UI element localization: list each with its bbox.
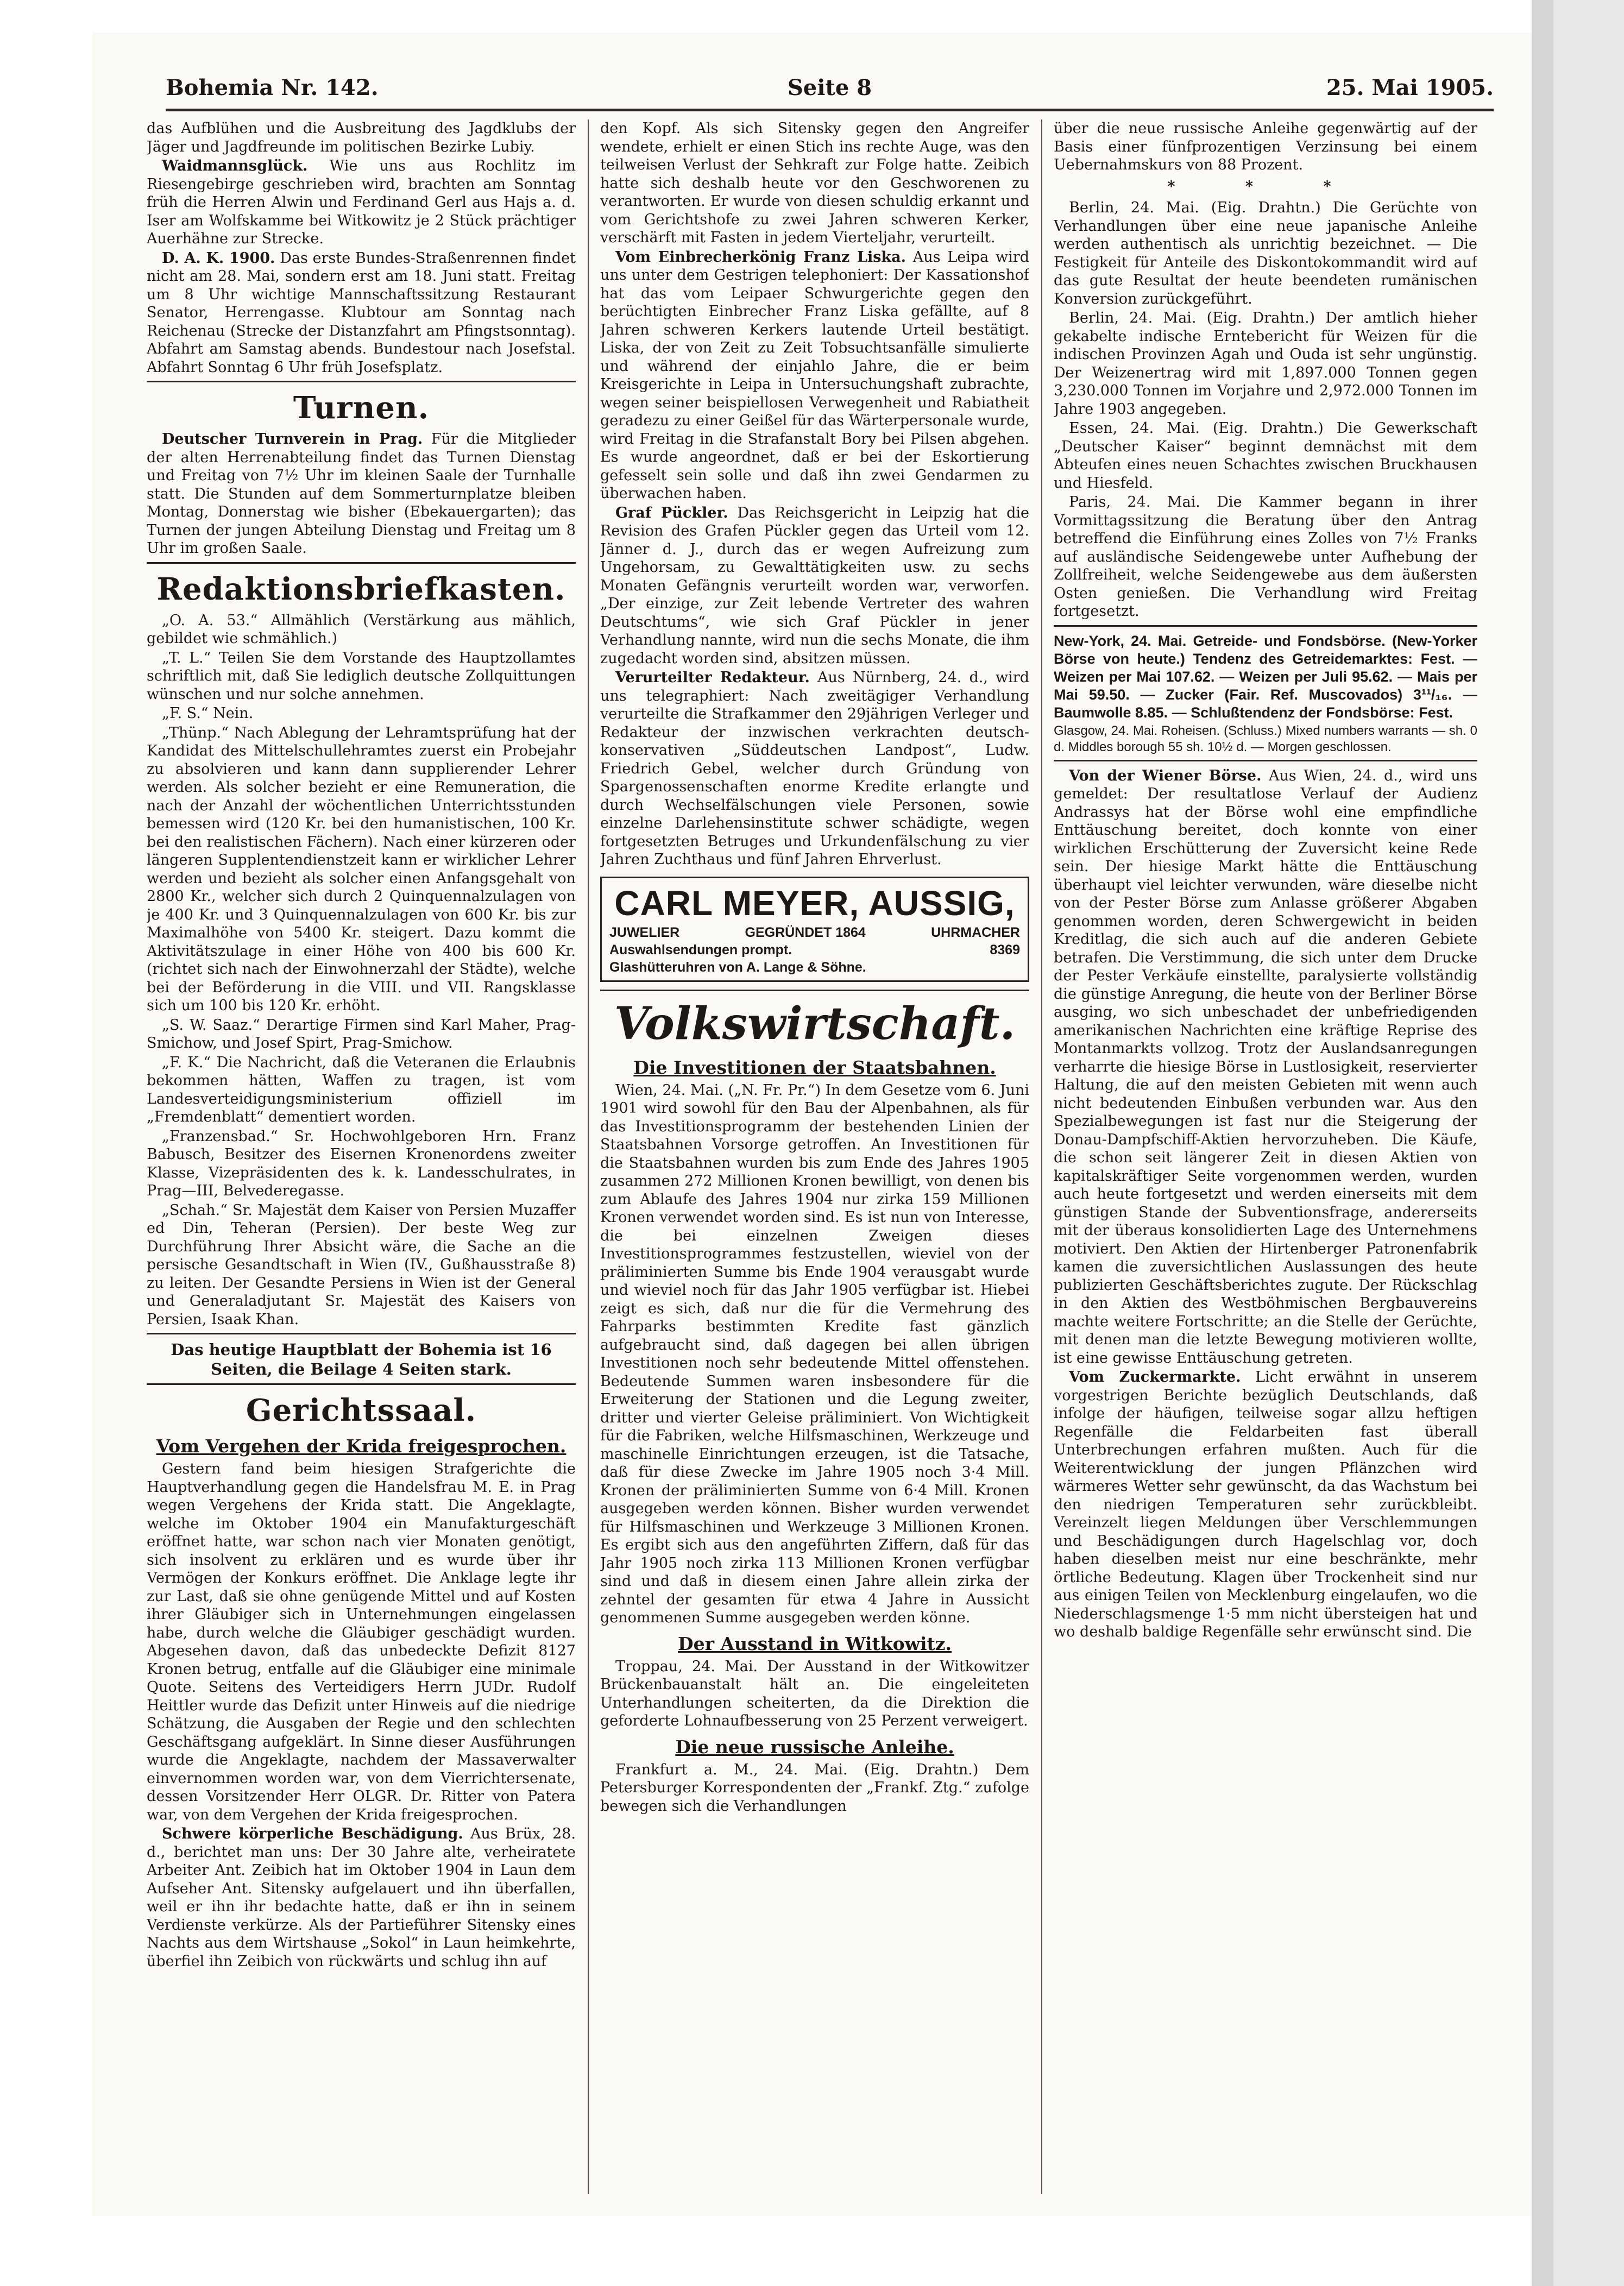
article-lead: Schwere körperliche Beschädigung.: [162, 1825, 463, 1842]
page-edge-shadow: [1532, 0, 1624, 2286]
article-paragraph: Gestern fand beim hiesigen Strafgerichte die Hauptverhandlung gegen die Handelsfrau M. E. in Prag wegen Vergehens der Krida statt. Die Angeklagte, welche im Oktober 1904 ein Manufakturgeschäft eröffnet hatte, war schon nach vier Monaten genötigt, sich insolvent zu erklären und es wurde über ihr Vermögen der Konkurs eröffnet. Die Anklage legte ihr zur Last, daß sie ohne genügende Mittel und auf Kosten ihrer Gläubiger sich in Unternehmungen eingelassen habe, durch welche die Gläubiger geschädigt wurden. Abgesehen davon, daß das unbedeckte Defizit 8127 Kronen betrug, entfalle auf die Gläubiger eine minimale Quote. Seitens des Verteidigers Herrn JUDr. Rudolf Heittler wurde das Defizit unter Hinweis auf die niedrige Schätzung, die Ausgaben der Regie und den schlechten Geschäftsgang aufgeklärt. In Sinne dieser Ausführungen wurde die Angeklagte, nachdem der Massaverwalter einvernommen worden war, von dem Vierrichtersenate, dessen Vorsitzender Herr OLGR. Dr. Ritter von Patera war, von dem Vergehen der Krida freigesprochen.: [147, 1460, 576, 1823]
column-1: [147, 119, 576, 2194]
ad-number: 8369: [990, 942, 1020, 958]
ad-company-name: CARL MEYER, AUSSIG,: [614, 883, 1015, 923]
article-paragraph: Wien, 24. Mai. („N. Fr. Pr.“) In dem Gesetze vom 6. Juni 1901 wird sowohl für den Bau der Alpenbahnen, als für das Investitionsprogramm der bestehenden Linien der Staatsbahnen Vorsorge getroffen. An Investitionen für die Staatsbahnen wurden bis zum Ende des Jahres 1905 zusammen 272 Millionen Kronen bewilligt, von denen bis zum Ablaufe des Jahres 1904 nur zirka 159 Millionen Kronen verwendet worden sind. Es ist nun von Interesse, die bei einzelnen Zweigen dieses Investitionsprogrammes festzustellen, wieviel von der präliminierten Summe bis Ende 1904 verausgabt wurde und wieviel noch für das Jahr 1905 verfügbar ist. Hiebei zeigt es sich, daß nur die für die Vermehrung des Fahrparks bestimmten Kredite fast gänzlich aufgebraucht sind, daß dagegen bei allen übrigen Investitionen noch sehr bedeutende Mittel offenstehen. Bedeutende Summen waren insbesondere für die Erweiterung der Stationen und die Legung zweiter, dritter und vierter Geleise präliminiert. Von Wichtigkeit für die Fabriken, welche Hilfsmaschinen, Werkzeuge und maschinelle Einrichtungen erzeugen, ist die Tatsache, daß für diese Zwecke im Jahre 1905 noch 3·4 Mill. Kronen der präliminierten Summe von 6·4 Mill. Kronen ausgegeben werden können. Bisher wurden verwendet für Hilfsmaschinen und Werkzeuge 3 Millionen Kronen. Es ergibt sich aus den angeführten Ziffern, daß für das Jahr 1905 noch zirka 113 Millionen Kronen verfügbar sind und daß in diesem einen Jahre allein zirka der zehntel der gesamten für etwa 4 Jahre in Aussicht genommenen Summe ausgegeben werden könne.: [600, 1081, 1029, 1626]
article-heading: Die Investitionen der Staatsbahnen.: [633, 1056, 996, 1078]
article-text: Aus Leipa wird uns unter dem Gestrigen telephoniert: Der Kassationshof hat das vom Leipaer Schwurgerichte gegen den berüchtigten Einbrecher Franz Liska gefällte, auf 8 Jahren schweren Kerkers lautende Urteil bestätigt. Liska, der von Zeit zu Zeit Tobsuchtsanfälle simulierte und während der einjahlo Jahre, die er beim Kreisgerichte in Leipa in Untersuchungshaft zubrachte, wegen seiner beispiellosen Verwegenheit und Rabiatheit geradezu zu einer Geißel für das Wärterpersonale wurde, wird Freitag in die Strafanstalt Bory bei Pilsen abgehen. Es wurde angeordnet, daß er bei der Eskortierung gefesselt sein solle und daß ihn zwei Gendarmen zu überwachen haben.: [600, 248, 1029, 502]
article-heading: Der Ausstand in Witkowitz.: [678, 1633, 952, 1654]
article-paragraph: [1054, 767, 1477, 1368]
section-rule: [147, 1383, 576, 1385]
article-lead: Waidmannsglück.: [162, 158, 308, 174]
section-heading-volkswirtschaft: Volkswirtschaft.: [614, 997, 1016, 1050]
article-lead: Verurteilter Redakteur.: [615, 669, 810, 686]
newspaper-page: [92, 33, 1532, 2216]
letterbox-item: „Schah.“ Sr. Majestät dem Kaiser von Persien Muzaffer ed Din, Teheran (Persien). Der beste Weg zur Durchführung Ihrer Absicht wäre, die Sache an die persische Gesandtschaft in Wien (IV., Gußhausstraße 8) zu leiten. Der Gesandte Persiens in Wien ist der General und Generaladjutant Sr. Majestät des Kaisers von Persien, Isaak Khan.: [147, 1201, 576, 1328]
column-rule: [1041, 119, 1042, 2194]
section-heading-redaktion: Redaktionsbriefkasten.: [156, 571, 566, 607]
letterbox-item: „F. K.“ Die Nachricht, daß die Veteranen die Erlaubnis bekommen hätten, Waffen zu tragen, ist vom Landesverteidigungsministerium offiziell im „Fremdenblatt“ dementiert worden.: [147, 1054, 576, 1125]
ad-right-label: UHRMACHER: [931, 924, 1020, 940]
section-rule: [147, 381, 576, 382]
ad-line-row: [609, 941, 1020, 959]
masthead-issue: Bohemia Nr. 142.: [166, 75, 379, 100]
article-paragraph: Berlin, 24. Mai. (Eig. Drahtn.) Die Gerüchte von Verhandlungen über eine neue japanische Anleihe werden authentisch als unrichtig bezeichnet. — Die Festigkeit für Anteile des Diskontokommandit wird auf das gute Resultat der heute beendeten rumänischen Konversion zurückgeführt.: [1054, 199, 1477, 307]
section-rule: [600, 990, 1029, 991]
article-lead: Von der Wiener Börse.: [1069, 767, 1262, 784]
masthead-page: Seite 8: [787, 75, 872, 100]
article-paragraph: Frankfurt a. M., 24. Mai. (Eig. Drahtn.) Dem Petersburger Korrespondenten der „Frankf. Ztg.“ zufolge bewegen sich die Verhandlungen: [600, 1761, 1029, 1815]
page-count-notice: Das heutige Hauptblatt der Bohemia ist 16 Seiten, die Beilage 4 Seiten stark.: [171, 1340, 552, 1378]
article-paragraph: [147, 1825, 576, 1970]
article-paragraph: [1054, 1368, 1477, 1641]
article-lead: Vom Einbrecherkönig Franz Liska.: [615, 248, 906, 266]
market-report-glasgow: Glasgow, 24. Mai. Roheisen. (Schluss.) Mixed numbers warrants — sh. 0 d. Middles borough 55 sh. 10½ d. — Morgen geschlossen.: [1054, 723, 1477, 754]
section-heading-turnen: Turnen.: [293, 390, 430, 426]
article-paragraph: [147, 249, 576, 377]
letterbox-item: „Franzensbad.“ Sr. Hochwohlgeboren Hrn. Franz Babusch, Besitzer des Eisernen Kronenordens zweiter Klasse, Vizepräsidenten des k. k. Landesschulrates, in Prag—III, Belvederegasse.: [147, 1128, 576, 1199]
article-text: Aus Nürnberg, 24. d., wird uns telegraphiert: Nach zweitägiger Verhandlung verurteilte die Strafkammer den 29jährigen Verleger und Redakteur der inzwischen verkrachten deutsch-konservativen „Süddeutschen Landpost“, Ludw. Friedrich Gebel, welcher durch Gründung von Spargenossenschaften enorme Kredite erlangte und durch Wechselfälschungen viele Personen, sowie einzelne Darlehensinstitute schwer schädigte, wegen fortgesetzten Betruges und Urkundenfälschung zu vier Jahren Zuchthaus und fünf Jahren Ehrverlust.: [600, 669, 1029, 868]
article-paragraph: Essen, 24. Mai. (Eig. Drahtn.) Die Gewerkschaft „Deutscher Kaiser“ beginnt demnächst mit dem Abteufen eines neuen Schachtes zwischen Bruckhausen und Hiesfeld.: [1054, 420, 1477, 492]
article-lead: Deutscher Turnverein in Prag.: [162, 431, 423, 448]
article-text: Wie uns aus Rochlitz im Riesengebirge geschrieben wird, brachten am Sonntag früh die Herren Alwin und Ferdinand Gerl aus Hajs a. d. Iser am Wolfskamme bei Witkowitz je 2 Stück prächtiger Auerhähne zur Strecke.: [147, 158, 576, 247]
article-paragraph: den Kopf. Als sich Sitensky gegen den Angreifer wendete, erhielt er einen Stich ins rechte Auge, was den teilweisen Verlust der Sehkraft zur Folge hatte. Zeibich hatte sich deshalb heute vor den Geschworenen zu verantworten. Er wurde von diesen schuldig erkannt und vom Gerichtshofe zu zwei Jahren schweren Kerker, verschärft mit Fasten in jedem Vierteljahr, verurteilt.: [600, 120, 1029, 246]
article-text: Aus Brüx, 28. d., berichtet man uns: Der 30 Jahre alte, verheiratete Arbeiter Ant. Zeibich hat im Oktober 1904 in Laun dem Aufseher Ant. Sitensky aufgelauert und ihn überfallen, weil er ihn ihr bedachte hatte, daß er ihn in seinem Verdienste verkürze. Als der Partieführer Sitensky eines Nachts aus dem Wirtshause „Sokol“ in Laun heimkehrte, überfiel ihn Zeibich von rückwärts und schlug ihn auf: [147, 1825, 576, 1970]
article-paragraph: Berlin, 24. Mai. (Eig. Drahtn.) Der amtlich hieher gekabelte indische Erntebericht für Weizen für die indischen Provinzen Agah und Ouda ist sehr ungünstig. Der Weizenertrag wird mit 1,897.000 Tonnen gegen 3,230.000 Tonnen im Vorjahre und 2,972.000 Tonnen im Jahre 1903 angegeben.: [1054, 310, 1477, 418]
article-paragraph: Troppau, 24. Mai. Der Ausstand in der Witkowitzer Brückenbauanstalt hält an. Die eingeleiteten Unterhandlungen scheiterten, da die Direktion die geforderte Lohnaufbesserung von 25 Perzent verweigert.: [600, 1658, 1029, 1729]
section-heading-gericht: Gerichtssaal.: [246, 1393, 477, 1428]
article-paragraph: über die neue russische Anleihe gegenwärtig auf der Basis einer fünfprozentigen Verzinsung bei einem Uebernahmskurs von 88 Prozent.: [1054, 120, 1477, 173]
ad-subtitle-row: [609, 924, 1020, 941]
article-paragraph: [600, 669, 1029, 869]
article-paragraph: [147, 157, 576, 248]
article-lead: Vom Zuckermarkte.: [1069, 1369, 1241, 1386]
article-paragraph: das Aufblühen und die Ausbreitung des Jagdklubs der Jäger und Jagdfreunde im politischen Bezirke Lubiy.: [147, 120, 576, 155]
letterbox-item: „F. S.“ Nein.: [162, 705, 254, 722]
letterbox-item: „T. L.“ Teilen Sie dem Vorstande des Hauptzollamtes schriftlich mit, daß Sie lediglich deutsche Zollquittungen wünschen und nur solche annehmen.: [147, 649, 576, 703]
ad-founded: GEGRÜNDET 1864: [745, 924, 866, 940]
article-text: Das erste Bundes-Straßenrennen findet nicht am 28. Mai, sondern erst am 18. Juni statt. Freitag um 8 Uhr wichtige Mannschaftssitzung Restaurant Senator, Herrengasse. Klubtour am Sonntag nach Reichenau (Strecke der Distanzfahrt am Pfingstsonntag). Abfahrt am Samstag abends. Bundestour nach Josefstal. Abfahrt Sonntag 6 Uhr früh Josefsplatz.: [147, 249, 576, 376]
article-lead: Graf Pückler.: [615, 504, 728, 521]
masthead-date: 25. Mai 1905.: [1326, 75, 1494, 100]
column-rule: [588, 119, 589, 2194]
article-paragraph: Paris, 24. Mai. Die Kammer begann in ihrer Vormittagssitzung die Beratung über den Antrag betreffend die Einführung eines Zolles von 7½ Franks auf ausländische Seidengewebe unter Aufhebung der Zollfreiheit, welche Seidengewebe aus dem äußersten Osten genießen. Die Verhandlung wird Freitag fortgesetzt.: [1054, 494, 1477, 620]
article-text: Licht erwähnt in unserem vorgestrigen Berichte bezüglich Deutschlands, daß infolge der häufigen, teilweise sogar allzu heftigen Regenfälle die Feldarbeiten fast überall Unterbrechungen erfahren mußten. Auch für die Weiterentwicklung der jungen Pflänzchen wird wärmeres Wetter sehr gewünscht, da das Wachstum bei den niedrigen Temperaturen sehr zurückbleibt. Vereinzelt liegen Meldungen über Verschlemmungen und Beschädigungen durch Hagelschlag vor, doch haben dieselben meist nur eine beschränkte, mehr örtliche Bedeutung. Klagen über Trockenheit sind nur aus einigen Teilen von Mecklenburg eingelaufen, wo die Niederschlagsmenge 1·5 mm nicht übersteigen hat und wo deshalb baldige Regenfälle sehr erwünscht sind. Die: [1054, 1369, 1477, 1640]
section-rule: [1054, 625, 1477, 627]
article-heading: Die neue russische Anleihe.: [675, 1736, 954, 1758]
letterbox-item: „O. A. 53.“ Allmählich (Verstärkung aus mählich, gebildet wie schmählich.): [147, 612, 576, 647]
article-text: Aus Wien, 24. d., wird uns gemeldet: Der resultatlose Verlauf der Audienz Andrassys hat der Börse wohl eine empfindliche Enttäuschung bereitet, doch konnte von einer wirklichen Erschütterung der Zuversicht keine Rede sein. Der hiesige Markt hätte die Enttäuschung überhaupt viel leichter verwunden, wäre dieselbe nicht von der Pester Börse zum Anlasse größerer Abgaben genommen worden, deren Schwergewicht in beiden Kreditlag, die sich auch auf die anderen Gebiete betrafen. Die Verstimmung, die sich unter dem Drucke der Pester Verkäufe einstellte, paralysierte vollständig die günstige Anregung, die heute von der Berliner Börse ausging, wo sich unbeschadet der unbefriedigenden amerikanischen Nachrichten eine kräftige Reprise des Montanmarkts vollzog. Trotz der Auslandsanregungen verharrte die hiesige Börse in Lustlosigkeit, reservierter Haltung, die auf den meisten Gebieten mit wenn auch nicht bedeutenden Einbußen verbunden war. Aus den Spezialbewegungen ist fast nur die Steigerung der Donau-Dampfschiff-Aktien hervorzuheben. Die Käufe, die schon seit längerer Zeit in diesen Aktien von kapitalskräftiger Seite vorgenommen werden, wurden auch heute fortgesetzt und werden einerseits mit dem günstigen Stande der Subventionsfrage, andererseits mit der überaus konsolidierten Lage des Unternehmens motiviert. Den Aktien der Hirtenberger Patronenfabrik kamen die zuversichtlichen Auslassungen des heute publizierten Geschäftsberichtes zugute. Der Rückschlag in den Aktien des Westböhmischen Bergbauvereins machte weitere Fortschritte; an die Stelle der Gerüchte, mit denen man die letzte Bewegung motivieren wollte, ist eine gewisse Enttäuschung getreten.: [1054, 767, 1477, 1366]
section-rule: [147, 1333, 576, 1334]
masthead: [166, 71, 1494, 111]
separator-stars: * * *: [1167, 178, 1364, 195]
article-paragraph: [600, 504, 1029, 668]
ad-line-2: Glashütteruhren von A. Lange & Söhne.: [609, 959, 866, 975]
letterbox-item: „S. W. Saaz.“ Derartige Firmen sind Karl Maher, Prag-Smichow, und Josef Spirt, Prag-Smichow.: [147, 1016, 576, 1051]
column-3: [1054, 119, 1477, 2194]
column-2: [600, 119, 1029, 2194]
article-text: Das Reichsgericht in Leipzig hat die Revision des Grafen Pückler gegen das Urteil vom 12. Jänner d. J., durch das er wegen Aufreizung zum Ungehorsam, zu Gewalttätigkeiten usw. zu sechs Monaten Gefängnis verurteilt worden war, verworfen. „Der einzige, zur Zeit lebende Vertreter des wahren Deutschtums“, wie sich Graf Pückler in jener Verhandlung nannte, wird nun die sechs Monate, die ihm zugedacht worden sind, absitzen müssen.: [600, 504, 1029, 667]
advertisement-carl-meyer: [600, 877, 1029, 982]
ad-left-label: JUWELIER: [609, 924, 680, 940]
section-rule: [1054, 760, 1477, 761]
section-rule: [147, 562, 576, 564]
article-lead: D. A. K. 1900.: [162, 249, 275, 267]
article-paragraph: [147, 430, 576, 558]
market-report-new-york: New-York, 24. Mai. Getreide- und Fondsbörse. (New-Yorker Börse von heute.) Tendenz des Getreidemarktes: Fest. — Weizen per Mai 107.62. — Weizen per Juli 95.62. — Mais per Mai 59.50. — Zucker (Fair. Ref. Muscovados) 3¹¹/₁₆. — Baumwolle 8.85. — Schlußtendenz der Fondsbörse: Fest.: [1054, 632, 1477, 721]
article-text: Für die Mitglieder der alten Herrenabteilung findet das Turnen Dienstag und Freitag von 7½ Uhr im kleinen Saale der Turnhalle statt. Die Stunden auf dem Sommerturnplatze bleiben Montag, Donnerstag wie bisher (Ebekauergarten); das Turnen der jungen Abteilung Dienstag und Freitag um 8 Uhr im großen Saale.: [147, 431, 576, 557]
ad-line-1: Auswahlsendungen prompt.: [609, 942, 792, 958]
article-heading: Vom Vergehen der Krida freigesprochen.: [156, 1435, 566, 1457]
article-paragraph: [600, 248, 1029, 503]
letterbox-item: „Thünp.“ Nach Ablegung der Lehramtsprüfung hat der Kandidat des Mittelschullehramtes zuerst ein Probejahr zu absolvieren und kann dann supplierender Lehrer werden. Als solcher bezieht er eine Remuneration, die nach der Anzahl der wöchentlichen Unterrichtsstunden bemessen wird (120 Kr. bei den humanistischen, 100 Kr. bei den realistischen Fächern). Nach einer kürzeren oder längeren Supplentendienstzeit kann er wirklicher Lehrer werden und bezieht als solcher einen Anfangsgehalt von 2800 Kr., welcher sich durch 2 Quinquennalzulagen von je 400 Kr. und 3 Quinquennalzulagen von 600 Kr. bis zur Maximalhöhe von 5400 Kr. steigert. Dazu kommt die Aktivitätszulage in einer Höhe von 400 bis 600 Kr. (richtet sich nach der Einwohnerzahl der Städte), welche bei der Beförderung in die VIII. und VII. Rangsklasse sich um 100 bis 120 Kr. erhöht.: [147, 724, 576, 1014]
